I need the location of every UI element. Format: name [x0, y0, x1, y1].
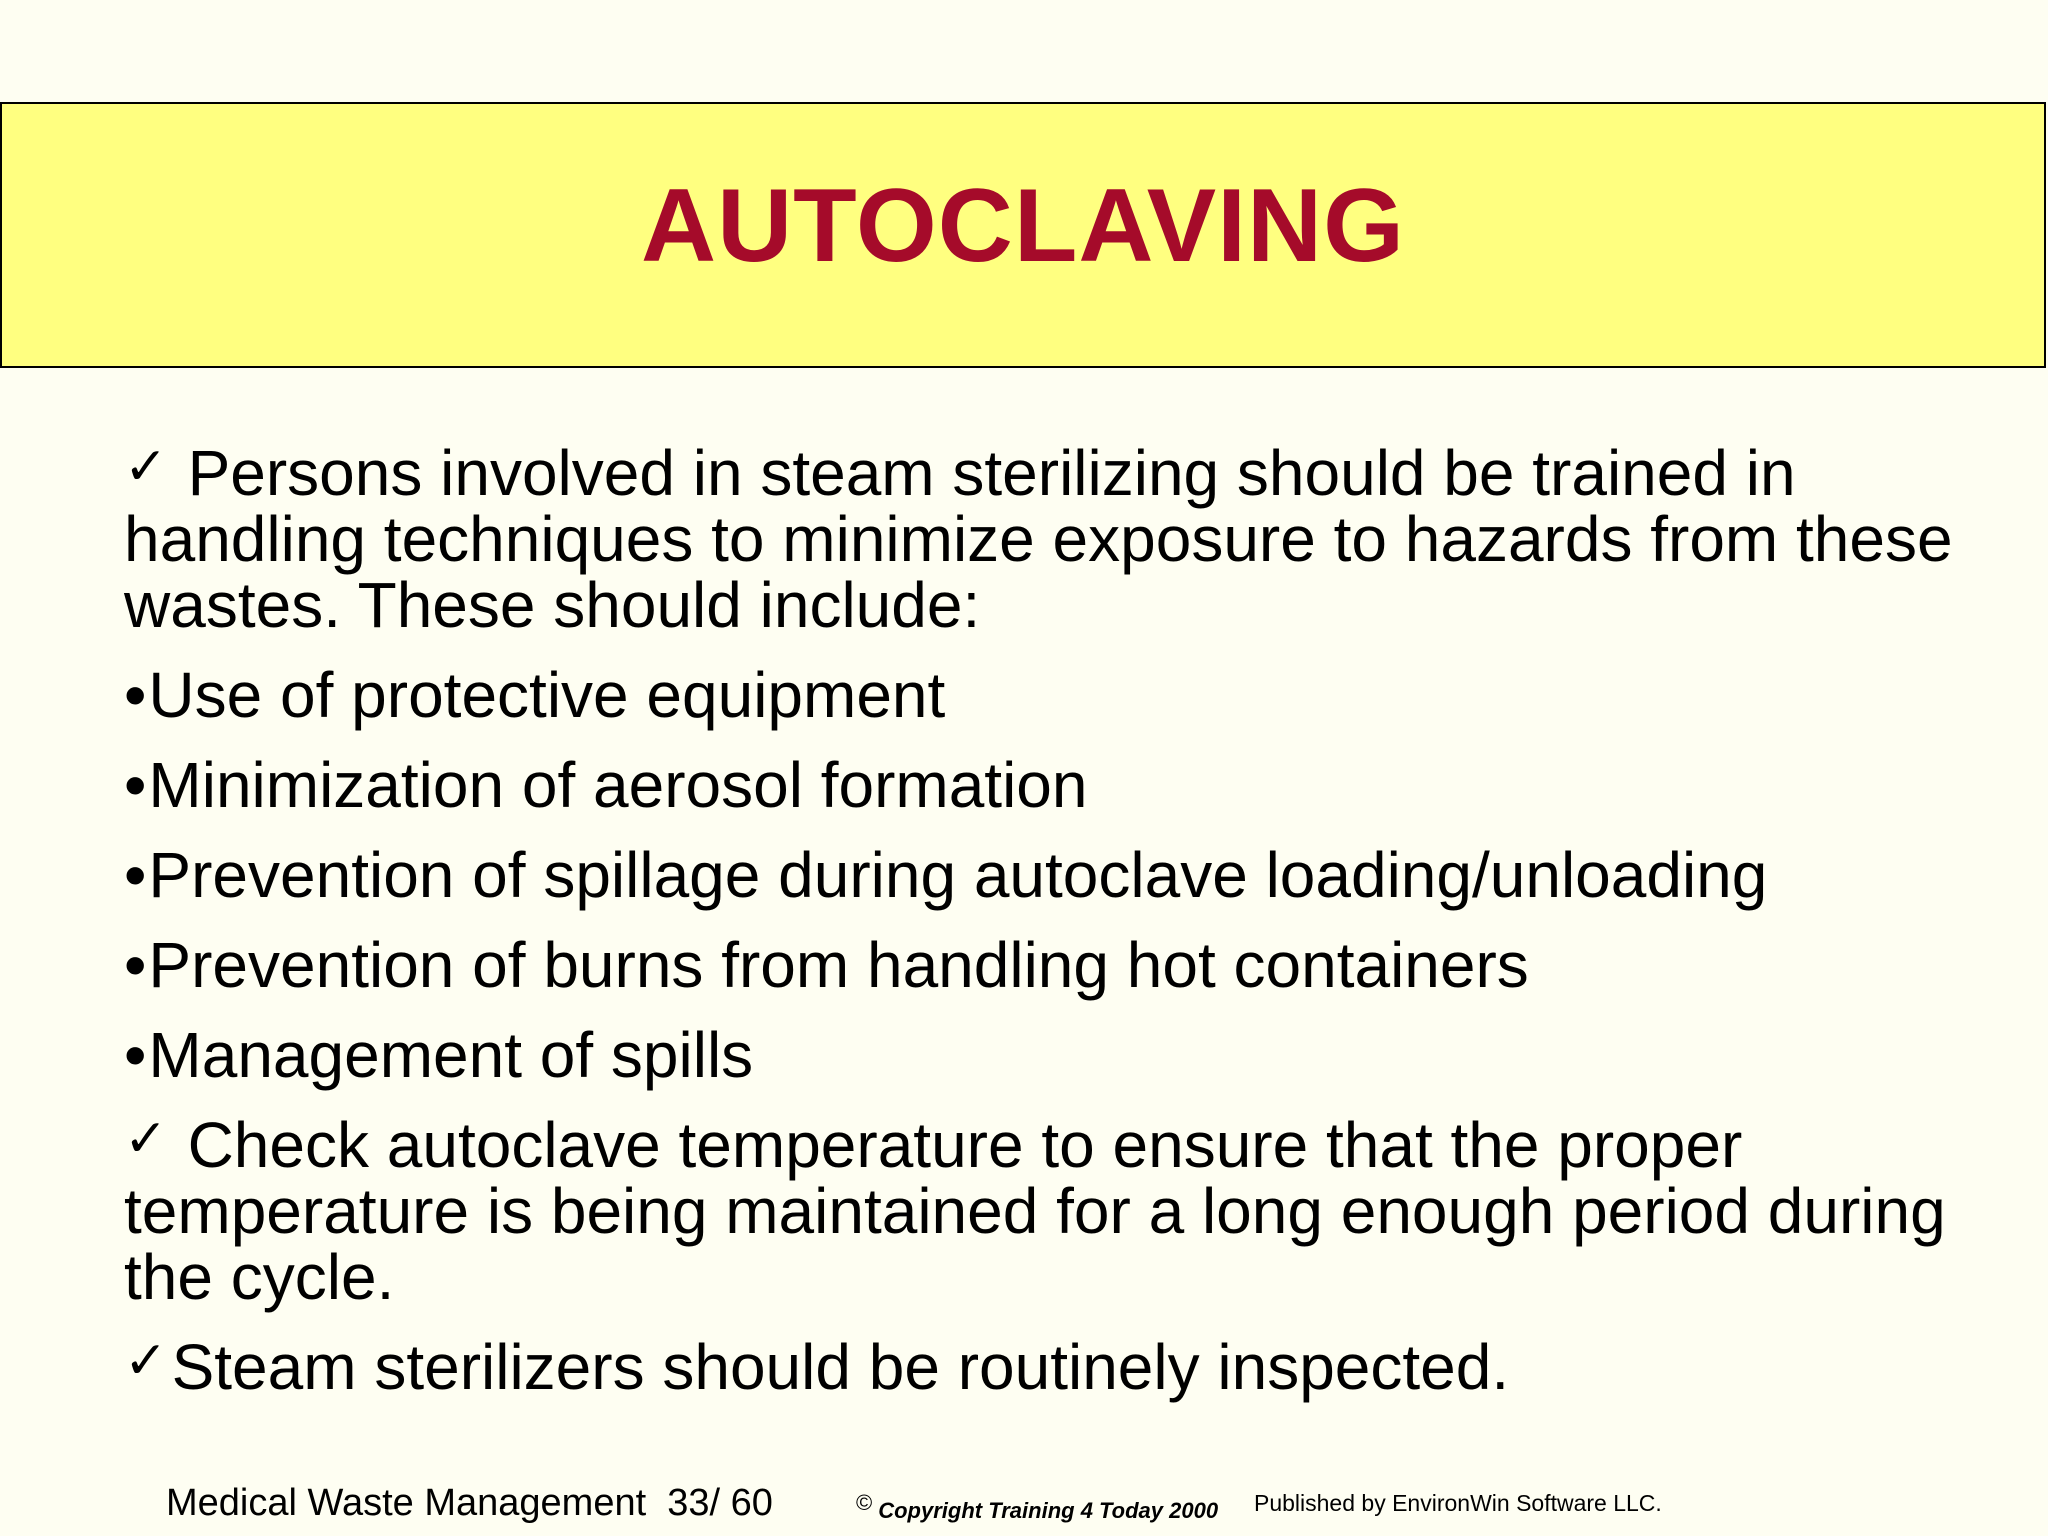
bullet-item-5	[124, 1019, 2004, 1091]
check-item-3	[124, 1331, 2004, 1403]
check-item-text: Check autoclave temperature to ensure that the proper temperature is being maintained for a long enough period during the cycle.	[124, 1109, 1946, 1313]
title-band	[0, 102, 2046, 368]
bullet-icon: •	[124, 929, 147, 1001]
bullet-item-text: Prevention of burns from handling hot containers	[148, 929, 1529, 1001]
check-mark-icon: ✓	[124, 1331, 168, 1391]
slide-footer	[0, 1478, 2048, 1528]
bullet-item-text: Use of protective equipment	[148, 659, 946, 731]
bullet-item-2	[124, 749, 2004, 821]
bullet-item-text: Prevention of spillage during autoclave loading/unloading	[148, 839, 1768, 911]
check-item-2	[124, 1109, 2004, 1313]
bullet-icon: •	[124, 839, 147, 911]
bullet-item-1	[124, 659, 2004, 731]
check-item-text: Persons involved in steam sterilizing should be trained in handling techniques to minimize exposure to hazards from these wastes. These should include:	[124, 437, 1953, 641]
slide-content	[124, 437, 2004, 1424]
footer-course-page	[166, 1482, 773, 1525]
check-mark-icon: ✓	[124, 1109, 168, 1169]
bullet-icon: •	[124, 1019, 147, 1091]
footer-publisher: Published by EnvironWin Software LLC.	[1254, 1490, 1662, 1516]
copyright-icon: ©	[856, 1490, 873, 1515]
bullet-icon: •	[124, 659, 147, 731]
bullet-icon: •	[124, 749, 147, 821]
check-mark-icon: ✓	[124, 437, 168, 497]
bullet-item-3	[124, 839, 2004, 911]
bullet-item-text: Minimization of aerosol formation	[148, 749, 1088, 821]
footer-copyright-text: Copyright Training 4 Today 2000	[878, 1498, 1219, 1523]
footer-copyright	[856, 1490, 1218, 1524]
bullet-item-text: Management of spills	[148, 1019, 754, 1091]
footer-page-number: 33/ 60	[667, 1482, 773, 1524]
footer-course-title: Medical Waste Management	[166, 1482, 647, 1524]
bullet-item-4	[124, 929, 2004, 1001]
slide-title: AUTOCLAVING	[640, 167, 1406, 284]
check-item-text: Steam sterilizers should be routinely inspected.	[171, 1331, 1510, 1403]
check-item-1	[124, 437, 2004, 641]
